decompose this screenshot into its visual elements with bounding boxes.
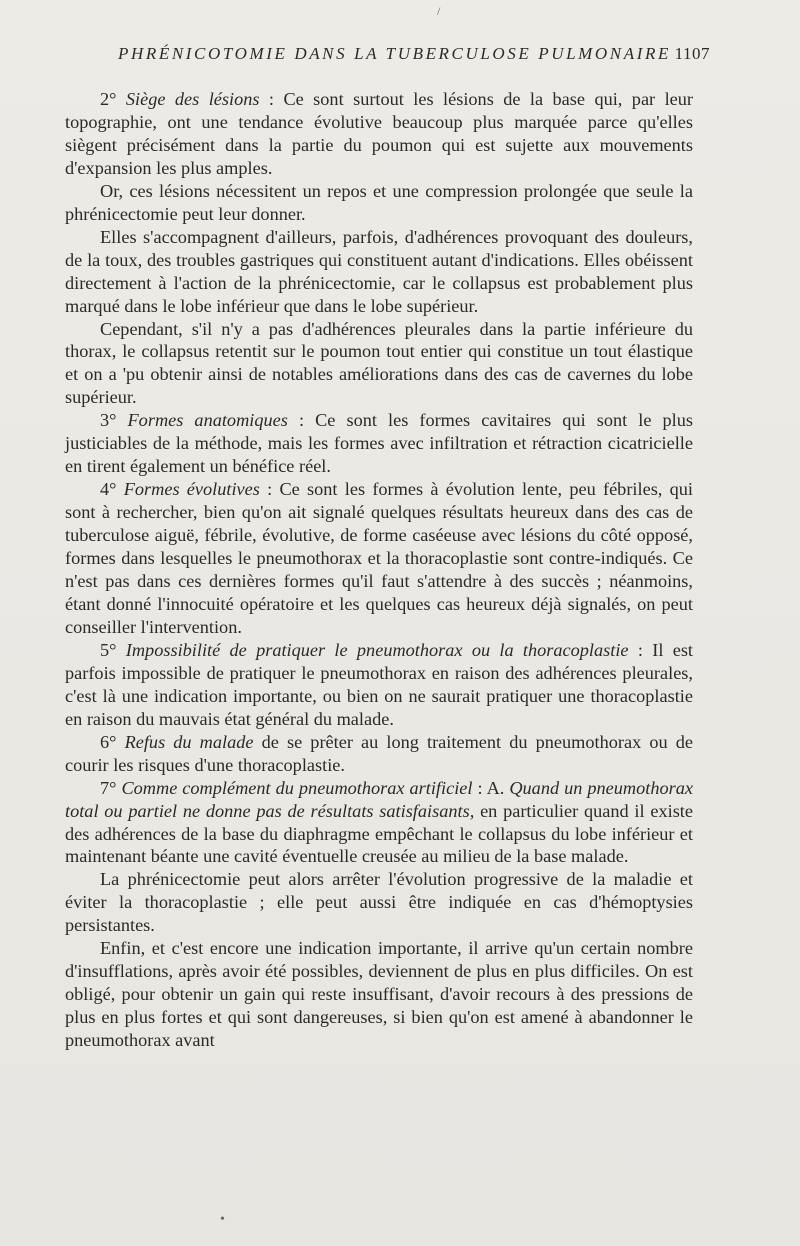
paragraph-refus-du-malade: [65, 731, 693, 777]
item-number: 2°: [100, 89, 117, 109]
item-number: 7°: [100, 777, 117, 798]
paragraph-text: Il est parfois impossible de pratiquer le pneumothorax en raison des adhérences pleurales, c'est là une indication importante, ou bien on ne saurait pratiquer une thoracoplastie en raison du mauvais état général du malade.: [65, 639, 694, 729]
paragraph-formes-anatomiques: [65, 409, 693, 478]
paragraph-text: Enfin, et c'est encore une indication importante, il arrive qu'un certain nombre d'insufflations, après avoir été possibles, deviennent de plus en plus difficiles. On est obligé, pour obtenir un gain qui reste insuffisant, d'avoir recours à des pressions de plus en plus fortes et qui sont dangereuses, si bien qu'on est amené à abandonner le pneumothorax avant: [65, 938, 693, 1051]
item-heading: Impossibilité de pratiquer le pneumothorax ou la thoracoplastie: [125, 639, 629, 660]
paragraph-text: Cependant, s'il n'y a pas d'adhérences pleurales dans la partie inférieure du thorax, le collapsus retentit sur le poumon tout entier qui constitue un tout élastique et on a 'pu obtenir ainsi de notables améliorations dans des cas de cavernes du lobe supérieur.: [65, 318, 693, 408]
paragraph-impossibilite: [65, 639, 693, 731]
item-separator: [254, 732, 262, 752]
item-number: 5°: [100, 639, 117, 660]
item-separator: :: [287, 410, 316, 431]
page-number: 1107: [674, 44, 710, 63]
item-separator: :: [628, 639, 653, 660]
paragraph-text: La phrénicectomie peut alors arrêter l'évolution progressive de la maladie et éviter la thoracoplastie ; elle peut aussi être indiquée en cas d'hémoptysies persistantes.: [65, 869, 693, 936]
item-separator: :: [259, 479, 280, 500]
paragraph-text: Ce sont les formes à évolution lente, peu fébriles, qui sont à rechercher, bien qu'on ait signalé quelques résultats heureux dans des cas de tuberculose aiguë, fébrile, évolutive, de forme caséeuse avec lésions du côté opposé, formes dans lesquelles le pneumothorax et la thoracoplastie sont contre-indiqués. Ce n'est pas dans ces dernières formes qu'il faut s'attendre à des succès ; néanmoins, étant donné l'innocuité opératoire et les quelques cas heureux déjà signalés, on peut conseiller l'intervention.: [65, 479, 693, 637]
item-heading: Comme complément du pneumothorax artificiel: [121, 777, 473, 798]
running-header: [118, 44, 710, 70]
item-number: 4°: [100, 479, 117, 500]
paragraph: [65, 180, 693, 226]
body-text: [65, 88, 693, 1052]
item-heading: Formes évolutives: [123, 479, 260, 500]
paragraph-text: de se prêter au long traitement du pneumothorax ou de courir les risques d'une thoracoplastie.: [65, 731, 693, 775]
paragraph: [65, 318, 693, 410]
paragraph-siege-des-lesions: [65, 88, 693, 180]
paragraph-text: en particulier quand il existe des adhérences de la base du diaphragme empêchant le collapsus du lobe inférieur et maintenant béante une cavité éventuelle creusée au milieu de la base malade.: [65, 800, 693, 867]
item-separator: :: [472, 777, 487, 798]
item-number: 3°: [100, 410, 117, 431]
paragraph-text: Or, ces lésions nécessitent un repos et une compression prolongée que seule la phrénicectomie peut leur donner.: [65, 180, 693, 224]
print-speck: •: [220, 1212, 225, 1227]
running-title: PHRÉNICOTOMIE DANS LA TUBERCULOSE PULMONAIRE: [118, 44, 671, 63]
item-heading: Formes anatomiques: [127, 410, 288, 431]
item-separator: :: [259, 89, 284, 109]
paragraph: [65, 226, 693, 318]
paragraph: [65, 937, 693, 1052]
print-speck: /: [437, 4, 441, 18]
paragraph-text: Ce sont surtout les lésions de la base qui, par leur topographie, ont une tendance évolutive beaucoup plus marquée parce qu'elles siègent précisément dans la partie du poumon qui est sujette aux mouvements d'expansion les plus amples.: [65, 89, 693, 178]
item-label: A.: [486, 777, 505, 798]
paragraph-complement-pneumothorax: [65, 777, 693, 869]
item-heading: Siège des lésions: [125, 89, 260, 109]
paragraph-formes-evolutives: [65, 478, 693, 639]
paragraph: [65, 868, 693, 937]
paragraph-text: Elles s'accompagnent d'ailleurs, parfois, d'adhérences provoquant des douleurs, de la toux, des troubles gastriques qui constituent autant d'indications. Elles obéissent directement à l'action de la phrénicectomie, car le collapsus est probablement plus marqué dans le lobe inférieur que dans le lobe supérieur.: [65, 226, 693, 316]
item-number: 6°: [100, 731, 117, 752]
item-subheading: Quand un pneumothorax total ou partiel ne donne pas de résultats satisfaisants,: [65, 777, 693, 821]
paragraph-text: Ce sont les formes cavitaires qui sont le plus justiciables de la méthode, mais les formes avec infiltration et rétraction cicatricielle en tirent également un bénéfice réel.: [65, 410, 693, 477]
item-heading: Refus du malade: [124, 731, 254, 752]
